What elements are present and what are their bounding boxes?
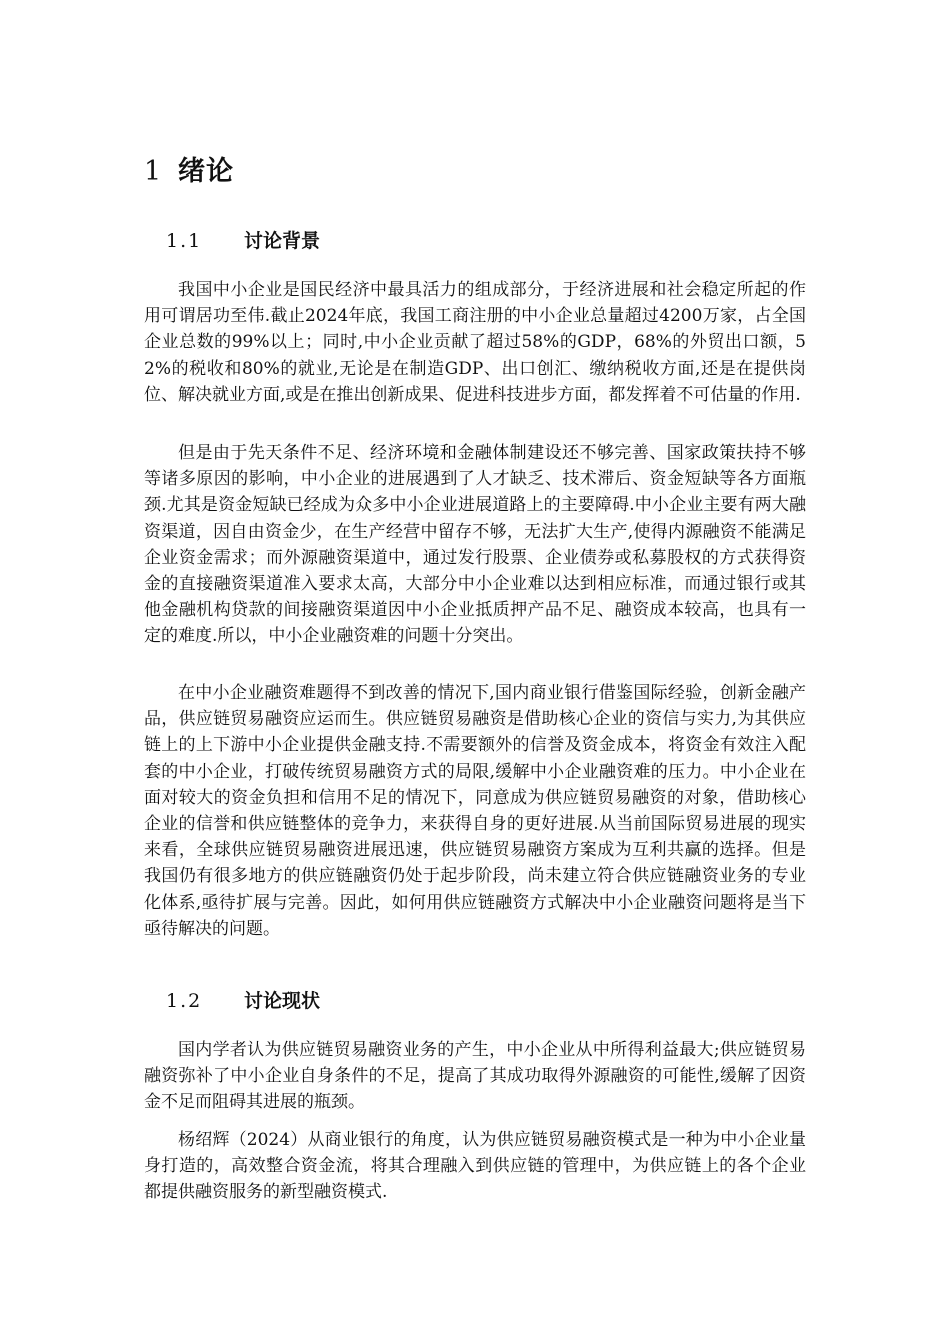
paragraph-supply-chain-finance: 在中小企业融资难题得不到改善的情况下,国内商业银行借鉴国际经验，创新金融产品，供应链贸易融资应运而生。供应链贸易融资是借助核心企业的资信与实力,为其供应链上的上下游中小企业提供金融支持.不需要额外的信誉及资金成本，将资金有效注入配套的中小企业，打破传统贸易融资方式的局限,缓解中小企业融资难的压力。中小企业在面对较大的资金负担和信用不足的情况下，同意成为供应链贸易融资的对象，借助核心企业的信誉和供应链整体的竞争力，来获得自身的更好进展.从当前国际贸易进展的现实来看，全球供应链贸易融资进展迅速，供应链贸易融资方案成为互利共赢的选择。但是我国仍有很多地方的供应链融资仍处于起步阶段，尚未建立符合供应链融资业务的专业化体系,亟待扩展与完善。因此，如何用供应链融资方式解决中小企业融资问题将是当下亟待解决的问题。 [144,683,806,939]
section-number: 1.1 [166,230,203,252]
section-heading-background [166,226,320,256]
chapter-title-text: 绪论 [178,156,234,187]
section-title-text: 讨论现状 [244,990,321,1012]
paragraph-yang-shaohui: 杨绍辉（2024）从商业银行的角度，认为供应链贸易融资模式是一种为中小企业量身打造的，高效整合资金流，将其合理融入到供应链的管理中，为供应链上的各个企业都提供融资服务的新型融资模式. [144,1130,806,1203]
paragraph-domestic-scholars: 国内学者认为供应链贸易融资业务的产生，中小企业从中所得利益最大;供应链贸易融资弥补了中小企业自身条件的不足，提高了其成功取得外源融资的可能性,缓解了因资金不足而阻碍其进展的瓶颈。 [144,1040,806,1113]
chapter-heading [144,150,234,194]
section-title-text: 讨论背景 [244,230,321,252]
section-heading-status [166,986,320,1016]
paragraph-financing-bottleneck: 但是由于先天条件不足、经济环境和金融体制建设还不够完善、国家政策扶持不够等诸多原因的影响，中小企业的进展遇到了人才缺乏、技术滞后、资金短缺等各方面瓶颈.尤其是资金短缺已经成为众多中小企业进展道路上的主要障碍.中小企业主要有两大融资渠道，因自由资金少，在生产经营中留存不够，无法扩大生产,使得内源融资不能满足企业资金需求；而外源融资渠道中，通过发行股票、企业债券或私募股权的方式获得资金的直接融资渠道准入要求太高，大部分中小企业难以达到相应标准，而通过银行或其他金融机构贷款的间接融资渠道因中小企业抵质押产品不足、融资成本较高，也具有一定的难度.所以，中小企业融资难的问题十分突出。 [144,443,806,647]
section-number: 1.2 [166,990,203,1012]
chapter-number: 1 [144,156,163,187]
paragraph-sme-overview: 我国中小企业是国民经济中最具活力的组成部分，于经济进展和社会稳定所起的作用可谓居功至伟.截止2024年底，我国工商注册的中小企业总量超过4200万家，占全国企业总数的99%以上；同时,中小企业贡献了超过58%的GDP，68%的外贸出口额，52%的税收和80%的就业,无论是在制造GDP、出口创汇、缴纳税收方面,还是在提供岗位、解决就业方面,或是在推出创新成果、促进科技进步方面，都发挥着不可估量的作用. [144,280,806,405]
